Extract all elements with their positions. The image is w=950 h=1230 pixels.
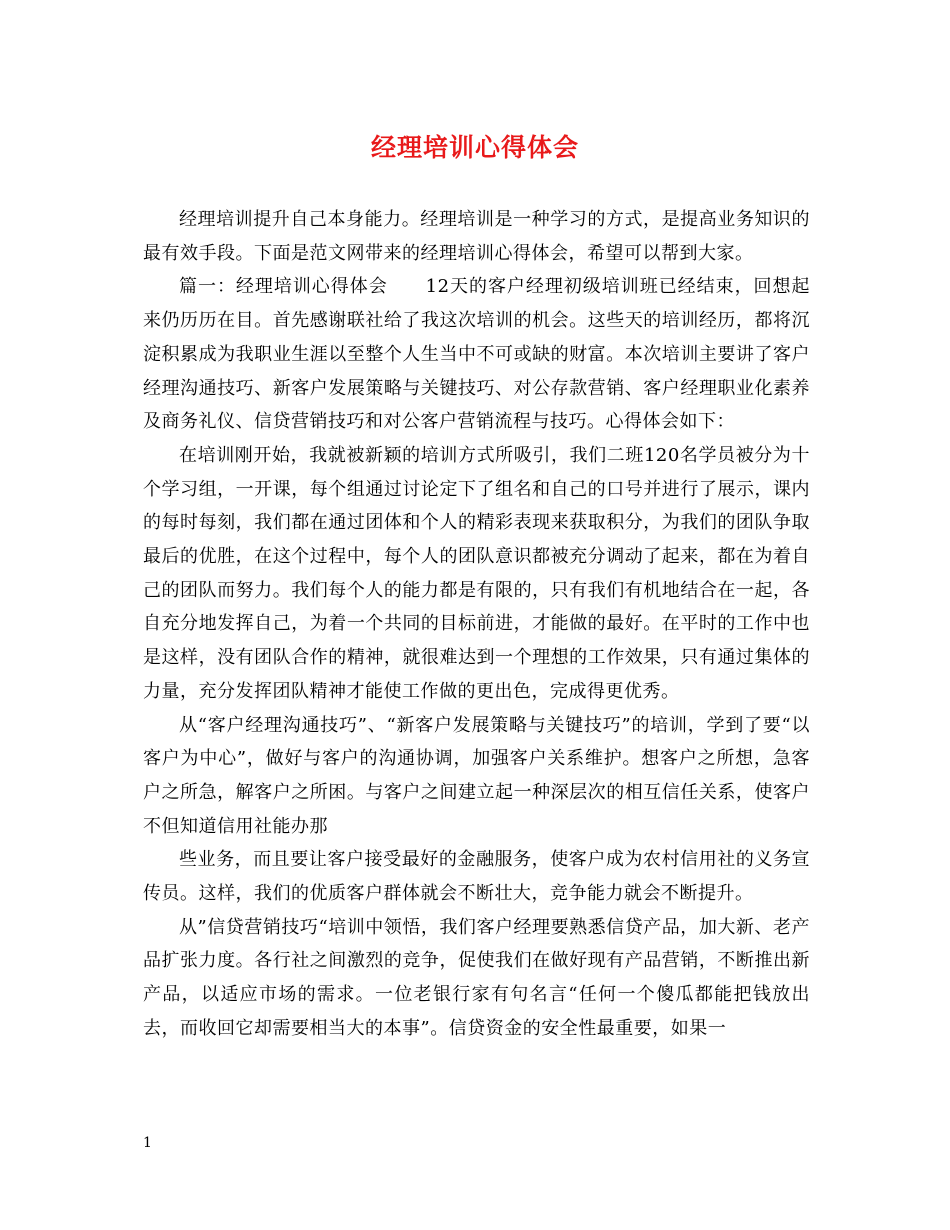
document-body <box>143 203 810 1046</box>
paragraph-communication: 从“客户经理沟通技巧”、“新客户发展策略与关键技巧”的培训，学到了要“以客户为中心”，做好与客户的沟通协调，加强客户关系维护。想客户之所想，急客户之所急，解客户之所困。与客户之间建立起一种深层次的相互信任关系，使客户不但知道信用社能办那 <box>143 714 810 837</box>
paragraph-part-one: 篇一：经理培训心得体会 12天的客户经理初级培训班已经结束，回想起来仍历历在目。首先感谢联社给了我这次培训的机会。这些天的培训经历，都将沉淀积累成为我职业生涯以至整个人生当中不可或缺的财富。本次培训主要讲了客户经理沟通技巧、新客户发展策略与关键技巧、对公存款营销、客户经理职业化素养及商务礼仪、信贷营销技巧和对公客户营销流程与技巧。心得体会如下： <box>143 276 810 433</box>
page-number: 1 <box>143 1135 152 1151</box>
document-title: 经理培训心得体会 <box>370 133 579 162</box>
paragraph-credit-marketing: 从”信贷营销技巧“培训中领悟，我们客户经理要熟悉信贷产品，加大新、老产品扩张力度。各行社之间激烈的竞争，促使我们在做好现有产品营销，不断推出新产品，以适应市场的需求。一位老银行家有句名言“任何一个傻瓜都能把钱放出去，而收回它却需要相当大的本事”。信贷资金的安全性最重要，如果一 <box>143 916 810 1039</box>
paragraph-customer-service: 些业务，而且要让客户接受最好的金融服务，使客户成为农村信用社的义务宣传员。这样，我们的优质客户群体就会不断壮大，竞争能力就会不断提升。 <box>143 849 810 905</box>
paragraph-teamwork: 在培训刚开始，我就被新颖的培训方式所吸引，我们二班120名学员被分为十个学习组，一开课，每个组通过讨论定下了组名和自己的口号并进行了展示，课内的每时每刻，我们都在通过团体和个人的精彩表现来获取积分，为我们的团队争取最后的优胜，在这个过程中，每个人的团队意识都被充分调动了起来，都在为着自己的团队而努力。我们每个人的能力都是有限的，只有我们有机地结合在一起，各自充分地发挥自己，为着一个共同的目标前进，才能做的最好。在平时的工作中也是这样，没有团队合作的精神，就很难达到一个理想的工作效果，只有通过集体的力量，充分发挥团队精神才能使工作做的更出色，完成得更优秀。 <box>143 444 810 702</box>
paragraph-intro: 经理培训提升自己本身能力。经理培训是一种学习的方式，是提高业务知识的最有效手段。下面是范文网带来的经理培训心得体会，希望可以帮到大家。 <box>143 209 810 264</box>
